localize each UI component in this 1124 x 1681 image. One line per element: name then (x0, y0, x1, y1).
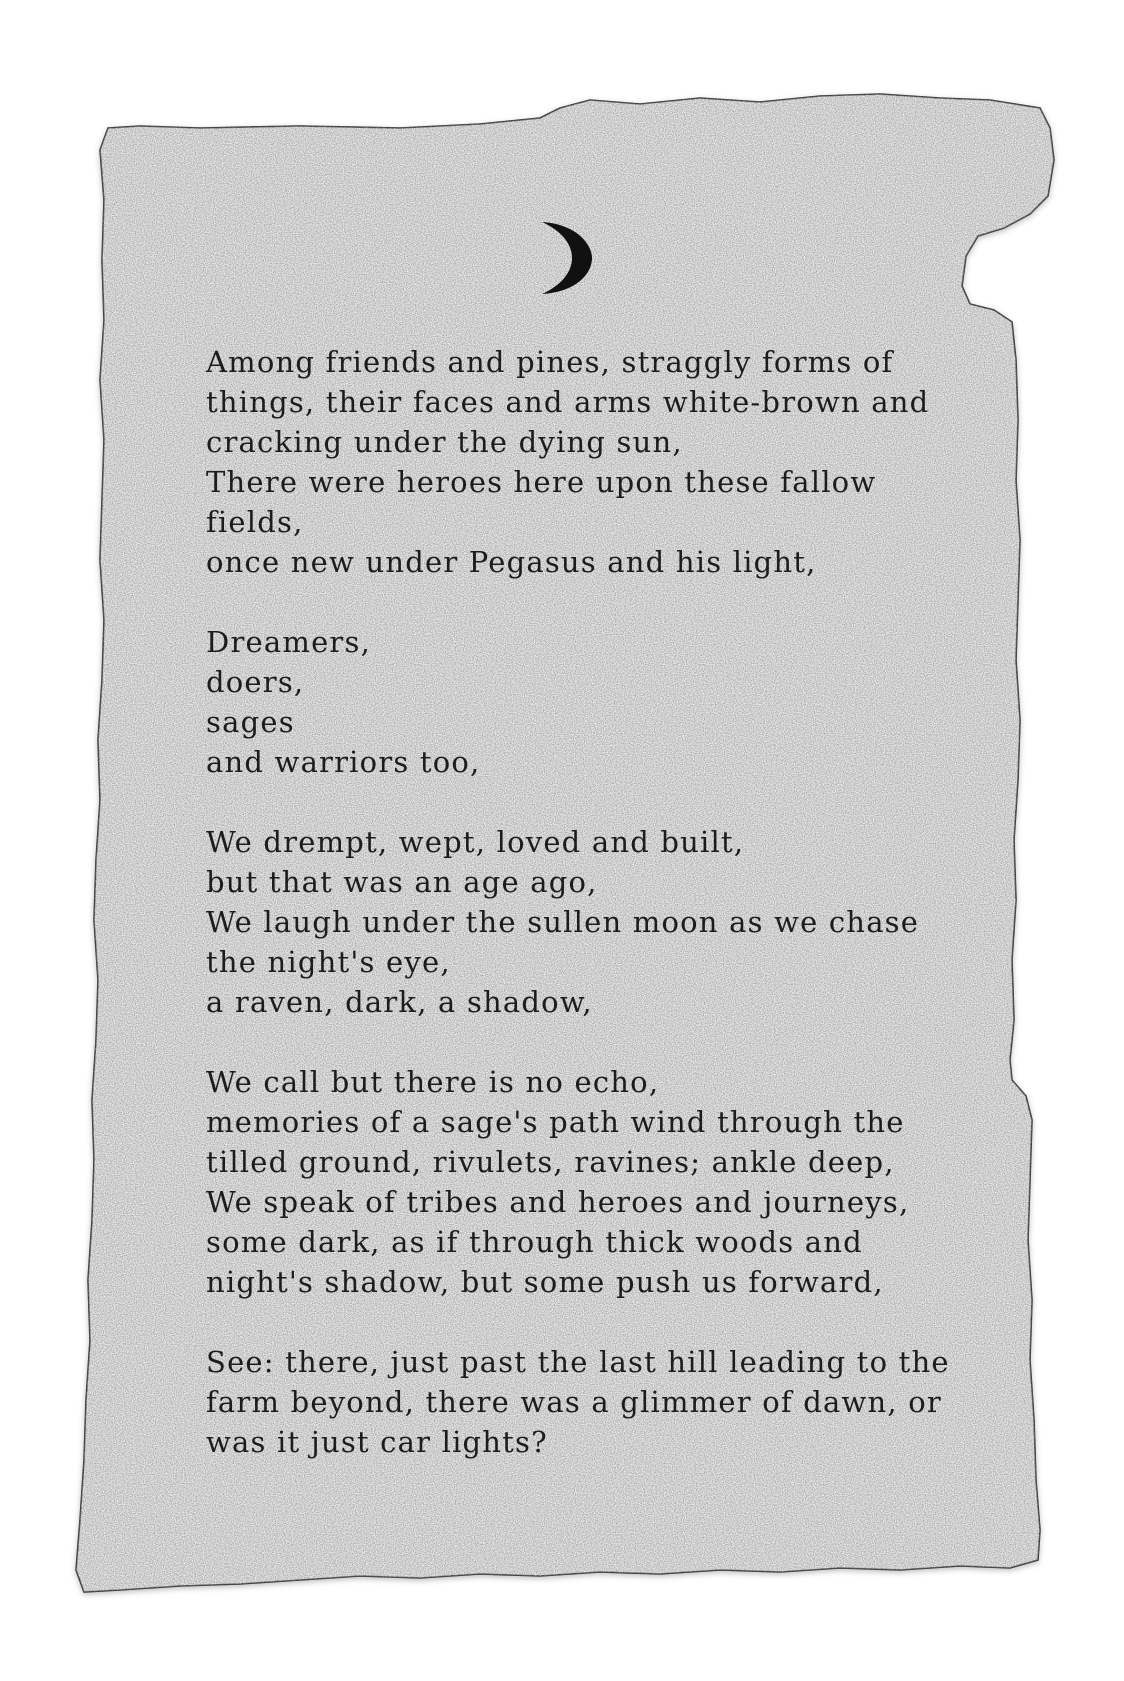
poem-line: and warriors too, (206, 745, 481, 779)
poem-line: tilled ground, rivulets, ravines; ankle deep, (206, 1145, 895, 1179)
stanza-1 (206, 342, 966, 582)
poem-line: We speak of tribes and heroes and journeys, (206, 1185, 910, 1219)
poem-line: doers, (206, 665, 305, 699)
poem-body (206, 342, 966, 1462)
poem-line: night's shadow, but some push us forward, (206, 1265, 884, 1299)
poem-line: things, their faces and arms white-brown and (206, 385, 930, 419)
poem-line: but that was an age ago, (206, 865, 598, 899)
crescent-moon-icon (530, 218, 596, 296)
stanza-2 (206, 622, 966, 782)
stanza-4 (206, 1062, 966, 1302)
poem-line: once new under Pegasus and his light, (206, 545, 817, 579)
poem-line: fields, (206, 505, 304, 539)
poem-line: Among friends and pines, straggly forms of (206, 345, 894, 379)
poem-line: We call but there is no echo, (206, 1065, 660, 1099)
poem-line: a raven, dark, a shadow, (206, 985, 593, 1019)
poem-line: We drempt, wept, loved and built, (206, 825, 745, 859)
poem-line: sages (206, 705, 295, 739)
poem-line: Dreamers, (206, 625, 371, 659)
stanza-5 (206, 1342, 966, 1462)
poem-line: the night's eye, (206, 945, 451, 979)
poem-line: memories of a sage's path wind through the (206, 1105, 905, 1139)
poem-line: There were heroes here upon these fallow (206, 465, 877, 499)
poem-line: cracking under the dying sun, (206, 425, 683, 459)
poem-line: See: there, just past the last hill leading to the (206, 1345, 950, 1379)
poem-line: some dark, as if through thick woods and (206, 1225, 863, 1259)
poem-line: We laugh under the sullen moon as we chase (206, 905, 920, 939)
poem-line: farm beyond, there was a glimmer of dawn, or (206, 1385, 942, 1419)
poem-line: was it just car lights? (206, 1425, 548, 1459)
stanza-3 (206, 822, 966, 1022)
